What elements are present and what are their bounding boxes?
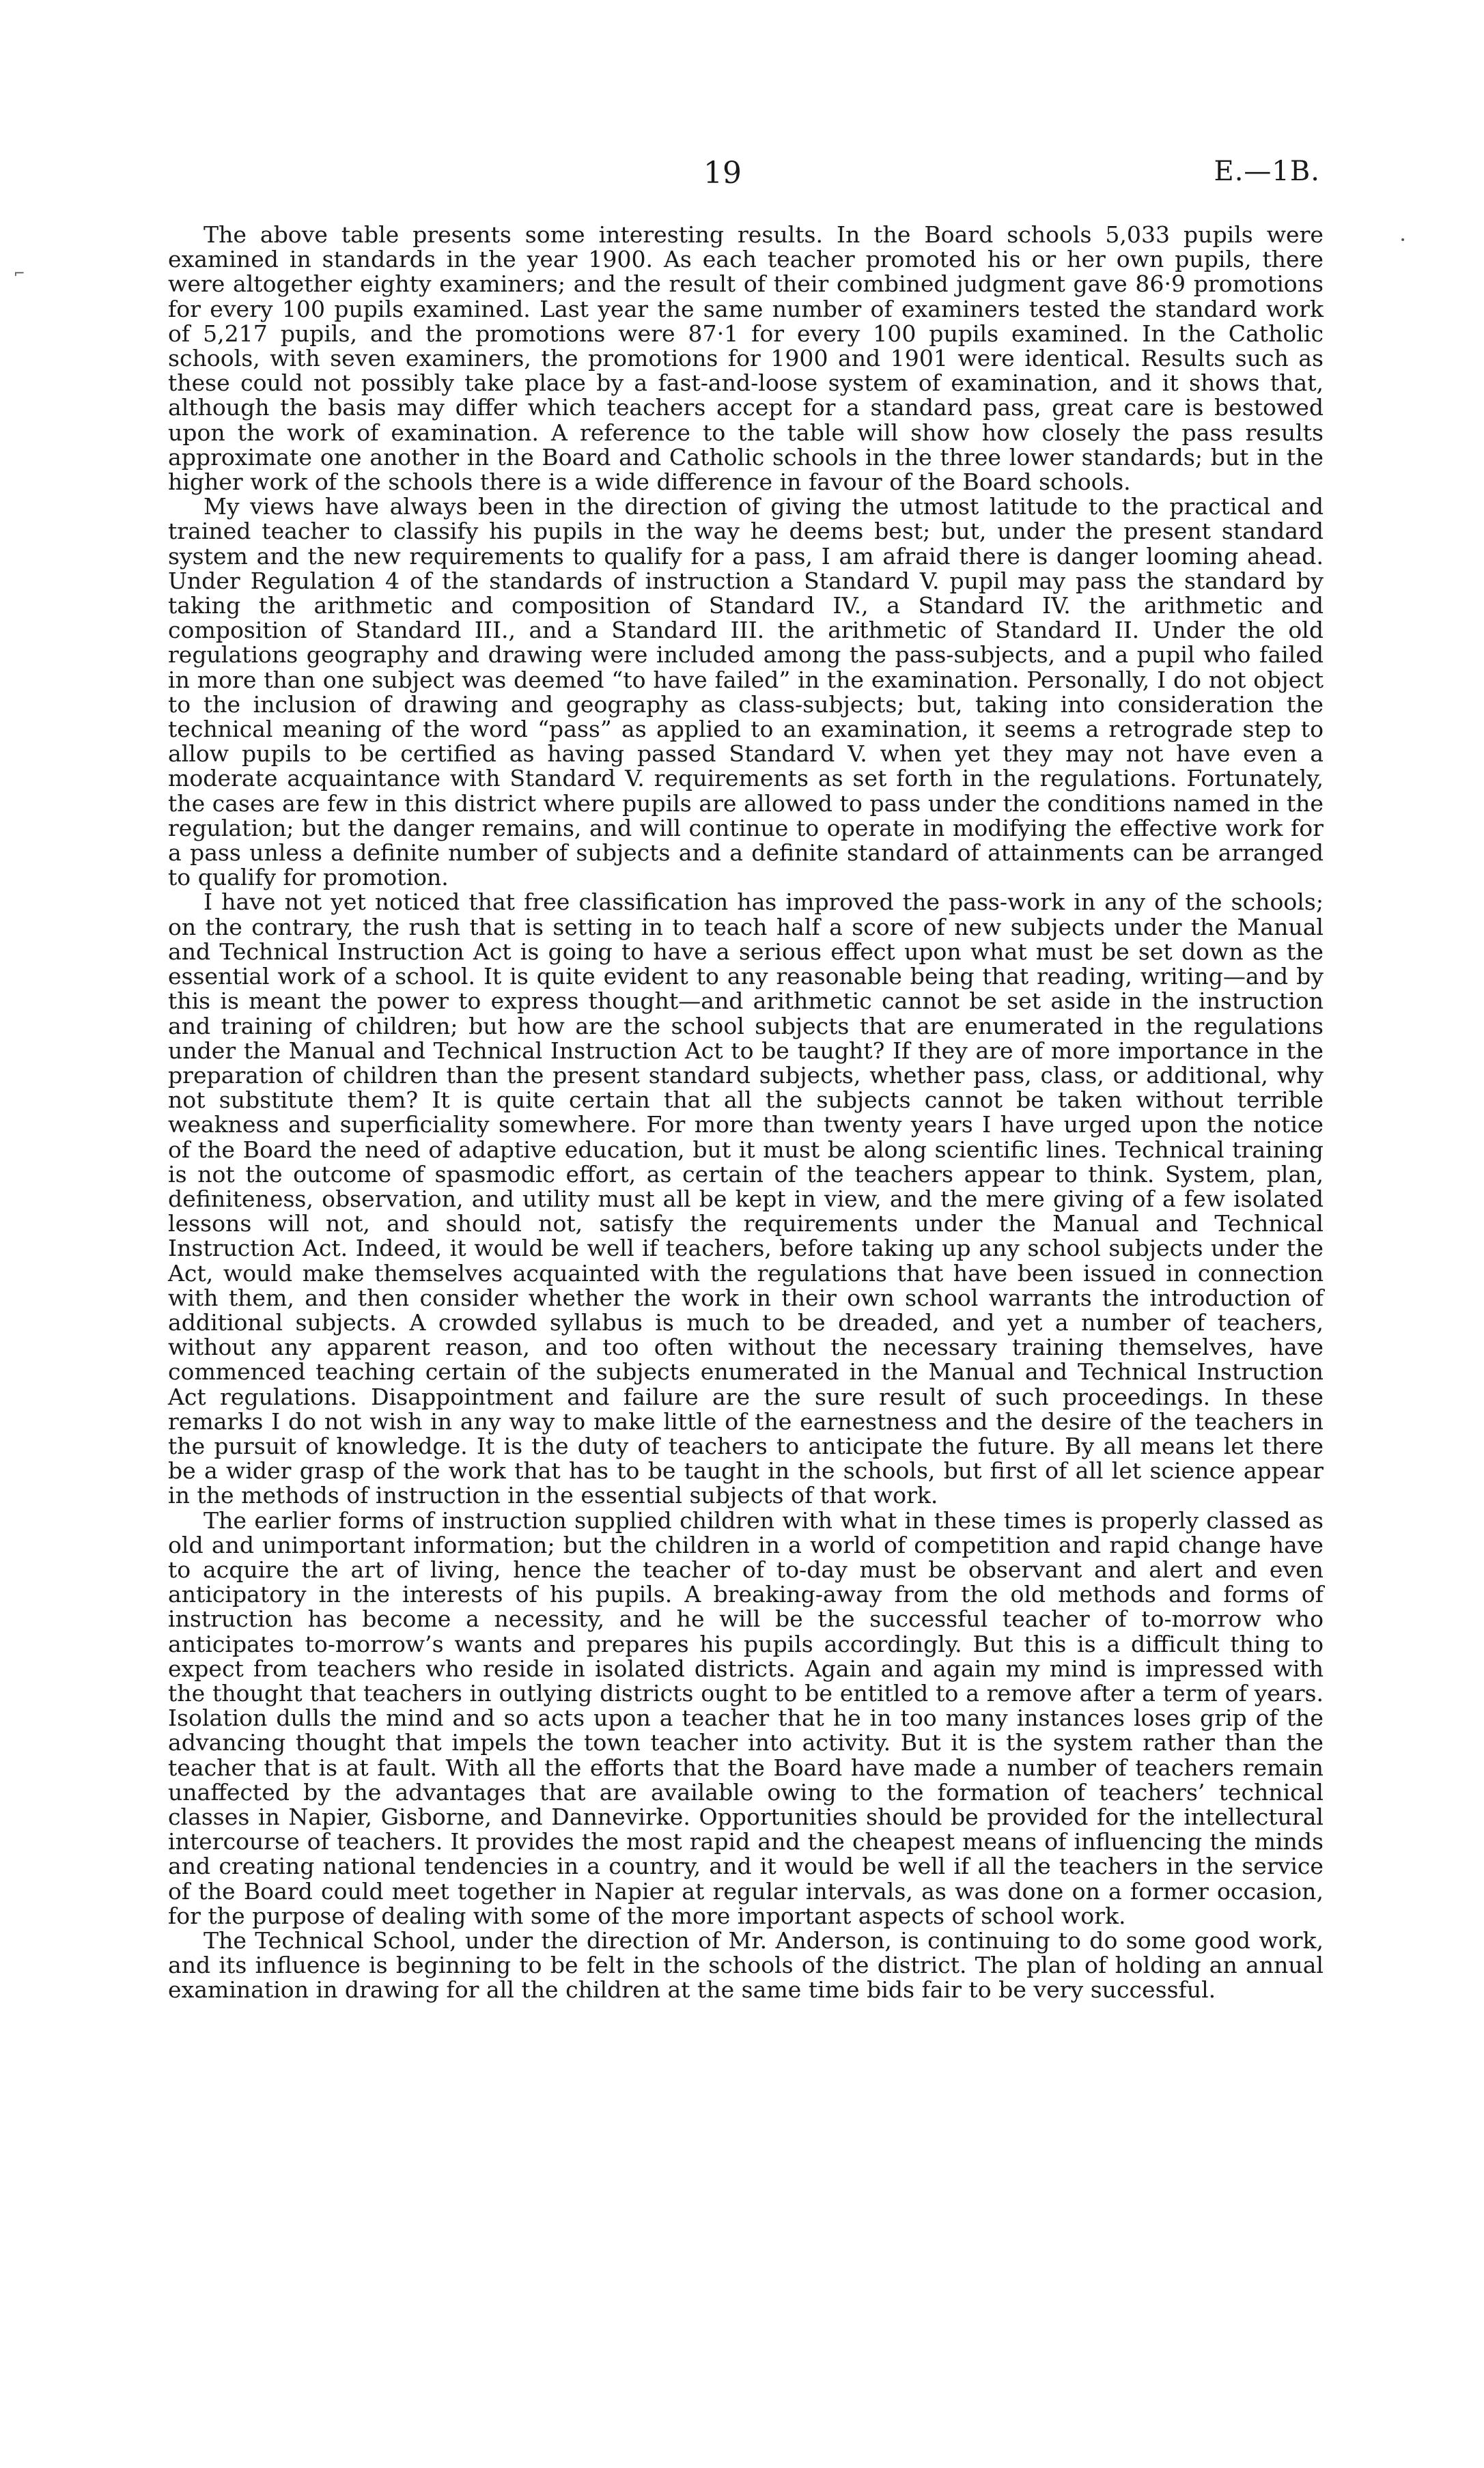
margin-mark-right: • [1400,235,1406,246]
document-reference: E.—1B. [1214,156,1320,187]
paragraph-5: The Technical School, under the direction of Mr. Anderson, is continuing to do some good work, and its influence is beginning to be felt in the schools of the district. The plan of holding an annual examination in drawing for all the children at the same time bids fair to be very successful. [168,1927,1324,2004]
body-text [168,223,1324,2003]
paragraph-1: The above table presents some interesting results. In the Board schools 5,033 pupils were examined in standards in the year 1900. As each teacher promoted his or her own pupils, there were altogether eighty examiners; and the result of their combined judgment gave 86·9 promotions for every 100 pupils examined. Last year the same number of examiners tested the standard work of 5,217 pupils, and the promotions were 87·1 for every 100 pupils examined. In the Catholic schools, with seven examiners, the promotions for 1900 and 1901 were identical. Results such as these could not possibly take place by a fast-and-loose system of examination, and it shows that, although the basis may differ which teachers accept for a standard pass, great care is bestowed upon the work of examination. A reference to the table will show how closely the pass results approximate one another in the Board and Catholic schools in the three lower standards; but in the higher work of the schools there is a wide difference in favour of the Board schools. [168,221,1324,496]
paragraph-3: I have not yet noticed that free classification has improved the pass-work in any of the schools; on the contrary, the rush that is setting in to teach half a score of new subjects under the Manual and Technical Instruction Act is going to have a serious effect upon what must be set down as the essential work of a school. It is quite evident to any reasonable being that reading, writing—and by this is meant the power to express thought—and arithmetic cannot be set aside in the instruction and training of children; but how are the school subjects that are enumerated in the regulations under the Manual and Technical Instruction Act to be taught? If they are of more importance in the preparation of children than the present standard subjects, whether pass, class, or additional, why not substitute them? It is quite certain that all the subjects cannot be taken without terrible weakness and superficiality somewhere. For more than twenty years I have urged upon the notice of the Board the need of adaptive education, but it must be along scientific lines. Technical training is not the outcome of spasmodic effort, as certain of the teachers appear to think. System, plan, definiteness, observation, and utility must all be kept in view, and the mere giving of a few isolated lessons will not, and should not, satisfy the requirements under the Manual and Technical Instruction Act. Indeed, it would be well if teachers, before taking up any school subjects under the Act, would make themselves acquainted with the regulations that have been issued in connection with them, and then consider whether the work in their own school warrants the introduction of additional subjects. A crowded syllabus is much to be dreaded, and yet a number of teachers, without any apparent reason, and too often without the necessary training themselves, have commenced teaching certain of the subjects enumerated in the Manual and Technical Instruction Act regulations. Disappointment and failure are the sure result of such proceedings. In these remarks I do not wish in any way to make little of the earnestness and the desire of the teachers in the pursuit of knowledge. It is the duty of teachers to anticipate the future. By all means let there be a wider grasp of the work that has to be taught in the schools, but first of all let science appear in the methods of instruction in the essential subjects of that work. [168,888,1324,1509]
paragraph-2: My views have always been in the direction of giving the utmost latitude to the practical and trained teacher to classify his pupils in the way he deems best; but, under the present standard system and the new requirements to qualify for a pass, I am afraid there is danger looming ahead. Under Regulation 4 of the standards of instruction a Standard V. pupil may pass the standard by taking the arithmetic and composition of Standard IV., a Standard IV. the arithmetic and composition of Standard III., and a Standard III. the arithmetic of Standard II. Under the old regulations geography and drawing were included among the pass-subjects, and a pupil who failed in more than one subject was deemed “to have failed” in the examination. Personally, I do not object to the inclusion of drawing and geography as class-subjects; but, taking into consideration the technical meaning of the word “pass” as applied to an examination, it seems a retrograde step to allow pupils to be certified as having passed Standard V. when yet they may not have even a moderate acquaintance with Standard V. requirements as set forth in the regulations. Fortunately, the cases are few in this district where pupils are allowed to pass under the conditions named in the regulation; but the danger remains, and will continue to operate in modifying the effective work for a pass unless a definite number of subjects and a definite standard of attainments can be arranged to qualify for promotion. [168,493,1324,891]
paragraph-4: The earlier forms of instruction supplied children with what in these times is properly classed as old and unimportant information; but the children in a world of competition and rapid change have to acquire the art of living, hence the teacher of to-day must be observant and alert and even anticipatory in the interests of his pupils. A breaking-away from the old methods and forms of instruction has become a necessity, and he will be the successful teacher of to-morrow who anticipates to-morrow’s wants and prepares his pupils accordingly. But this is a difficult thing to expect from teachers who reside in isolated districts. Again and again my mind is impressed with the thought that teachers in outlying districts ought to be entitled to a remove after a term of years. Isolation dulls the mind and so acts upon a teacher that he in too many instances loses grip of the advancing thought that impels the town teacher into activity. But it is the system rather than the teacher that is at fault. With all the efforts that the Board have made a number of teachers remain unaffected by the advantages that are available owing to the formation of teachers’ technical classes in Napier, Gisborne, and Dannevirke. Opportunities should be provided for the intellectural intercourse of teachers. It provides the most rapid and the cheapest means of influencing the minds and creating national tendencies in a country, and it would be well if all the teachers in the service of the Board could meet together in Napier at regular intervals, as was done on a former occasion, for the purpose of dealing with some of the more important aspects of school work. [168,1506,1324,1929]
margin-mark-left: ⌐ [14,265,25,281]
page-number: 19 [703,156,742,191]
